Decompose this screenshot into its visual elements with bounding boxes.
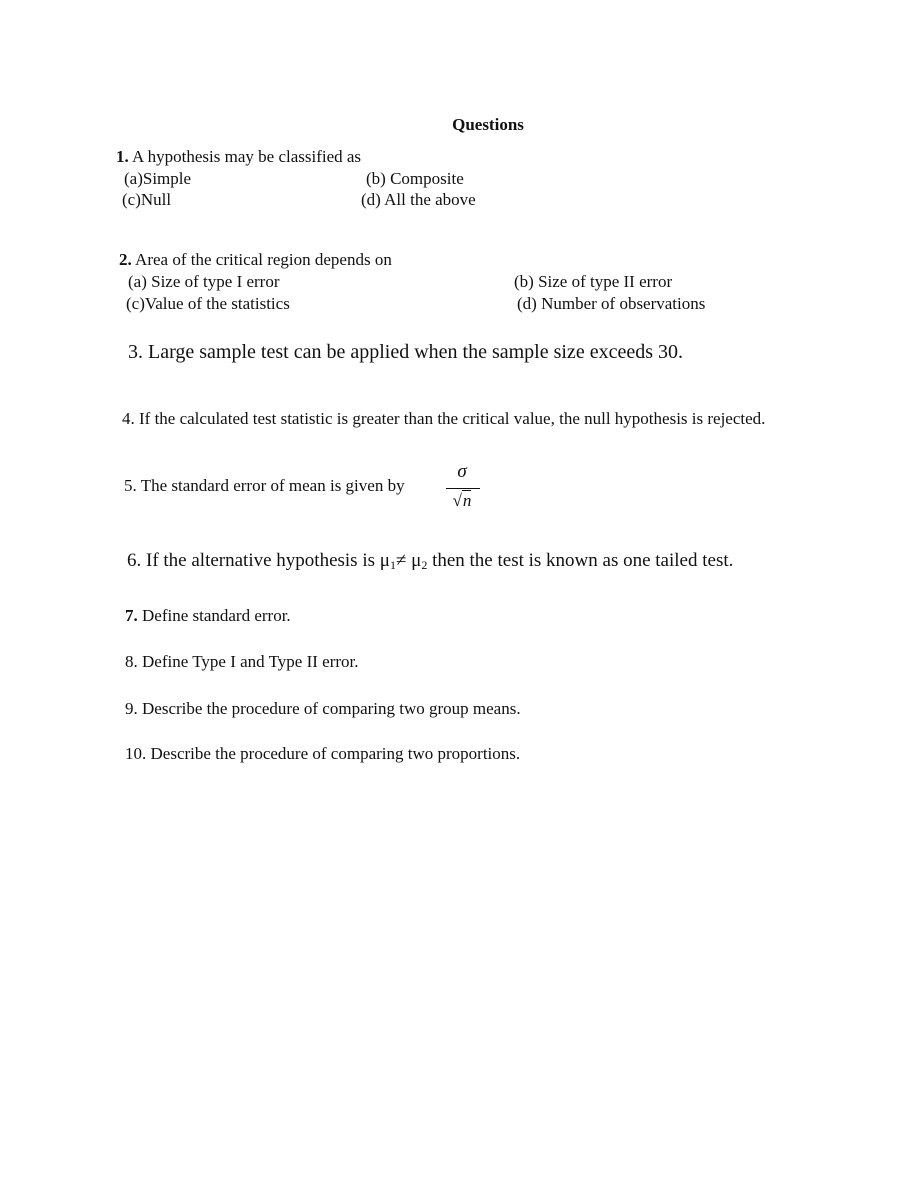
- not-equal-sign: ≠: [395, 550, 412, 571]
- formula-denominator: [442, 491, 482, 511]
- question-1-option-c: (c)Null: [122, 190, 172, 209]
- formula-numerator: σ: [457, 461, 467, 482]
- standard-error-formula: [442, 461, 482, 515]
- subscript-2: 2: [421, 558, 428, 572]
- mu-1: μ: [379, 550, 390, 571]
- question-3: 3. Large sample test can be applied when the sample size exceeds 30.: [128, 341, 683, 363]
- mu-2: μ: [411, 550, 422, 571]
- question-7-number: 7.: [125, 606, 138, 625]
- question-7: [125, 606, 291, 626]
- formula-n: n: [462, 491, 472, 510]
- question-1-option-b: (b) Composite: [366, 169, 464, 188]
- question-2-option-a: (a) Size of type I error: [128, 272, 280, 291]
- question-6: [127, 550, 733, 572]
- question-1: [116, 147, 361, 167]
- question-8: 8. Define Type I and Type II error.: [125, 652, 359, 671]
- fraction-bar: [446, 488, 480, 489]
- question-6-text-after: then the test is known as one tailed test.: [427, 550, 734, 571]
- question-10: 10. Describe the procedure of comparing two proportions.: [125, 744, 521, 763]
- question-2: [119, 250, 392, 270]
- question-2-option-b: (b) Size of type II error: [514, 272, 673, 291]
- page-title: Questions: [452, 115, 524, 134]
- question-1-number: 1.: [116, 147, 129, 166]
- question-9: 9. Describe the procedure of comparing two group means.: [125, 699, 521, 718]
- question-2-text: Area of the critical region depends on: [131, 250, 392, 269]
- subscript-1: 1: [389, 558, 396, 572]
- question-1-option-a: (a)Simple: [124, 169, 192, 188]
- question-2-option-d: (d) Number of observations: [517, 294, 706, 313]
- question-6-text-before: 6. If the alternative hypothesis is: [127, 550, 380, 571]
- question-1-option-d: (d) All the above: [361, 190, 476, 209]
- question-7-text: Define standard error.: [137, 606, 291, 625]
- question-1-text: A hypothesis may be classified as: [128, 147, 362, 166]
- question-2-number: 2.: [119, 250, 132, 269]
- question-2-option-c: (c)Value of the statistics: [126, 294, 290, 313]
- question-4: 4. If the calculated test statistic is greater than the critical value, the null hypothesis is rejected.: [122, 409, 766, 428]
- question-5: 5. The standard error of mean is given by: [124, 476, 405, 495]
- radical-sign: √: [452, 491, 462, 510]
